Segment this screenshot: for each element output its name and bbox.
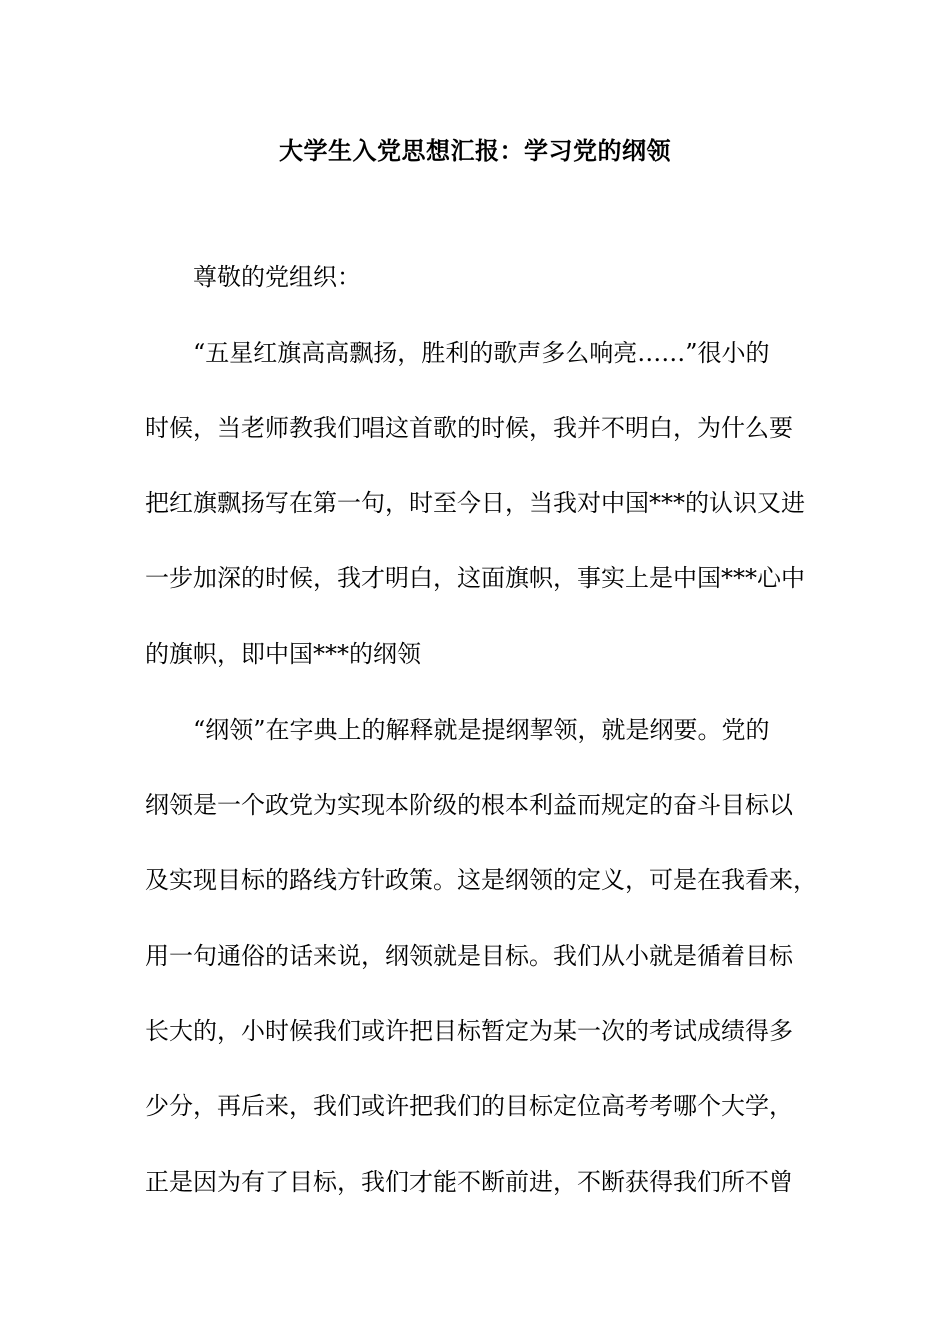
body-line: 的旗帜，即中国***的纲领: [145, 640, 421, 668]
body-line: 用一句通俗的话来说，纲领就是目标。我们从小就是循着目标: [145, 942, 793, 970]
body-line: 把红旗飘扬写在第一句，时至今日，当我对中国***的认识又进: [145, 489, 805, 517]
body-line: “纲领”在字典上的解释就是提纲挈领，就是纲要。党的: [193, 716, 770, 744]
body-line: 少分，再后来，我们或许把我们的目标定位高考考哪个大学，: [145, 1092, 793, 1120]
body-line: 及实现目标的路线方针政策。这是纲领的定义，可是在我看来，: [145, 866, 817, 894]
body-line: 长大的，小时候我们或许把目标暂定为某一次的考试成绩得多: [145, 1017, 793, 1045]
document-title: 大学生入党思想汇报：学习党的纲领: [279, 137, 671, 165]
body-line: 正是因为有了目标，我们才能不断前进，不断获得我们所不曾: [145, 1168, 793, 1196]
body-line: “五星红旗高高飘扬，胜利的歌声多么响亮……”很小的: [193, 339, 770, 367]
body-line: 时候，当老师教我们唱这首歌的时候，我并不明白，为什么要: [145, 414, 793, 442]
salutation: 尊敬的党组织：: [193, 263, 361, 291]
body-line: 纲领是一个政党为实现本阶级的根本利益而规定的奋斗目标以: [145, 791, 793, 819]
body-line: 一步加深的时候，我才明白，这面旗帜，事实上是中国***心中: [145, 564, 805, 592]
